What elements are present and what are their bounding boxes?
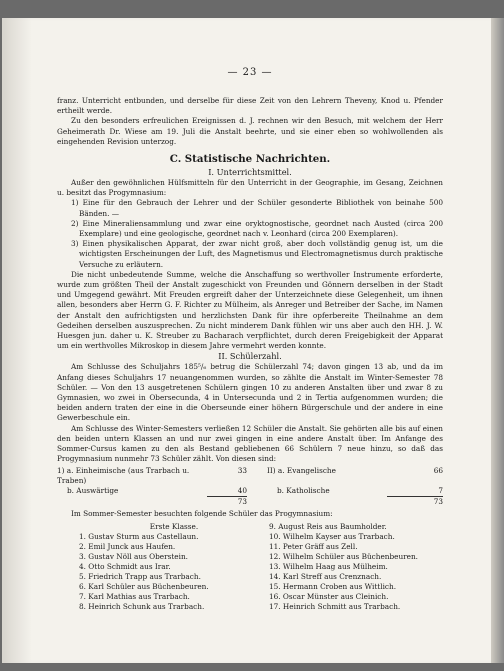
table-row-total [57, 496, 443, 507]
table-row [57, 592, 443, 602]
list-item: 7. Karl Mathias aus Trarbach. [79, 591, 190, 601]
list-item: 17. Heinrich Schmitt aus Trarbach. [269, 601, 401, 611]
body-text [57, 96, 443, 612]
list-item: 1. Gustav Sturm aus Castellaun. [79, 531, 199, 541]
table-row [57, 522, 443, 532]
table-cell: 7 [438, 485, 443, 495]
list-item: 5. Friedrich Trapp aus Trarbach. [79, 571, 201, 581]
pupil-name-list [57, 522, 443, 612]
paragraph-donors: Die nicht unbedeutende Summe, welche die Anschaffung so werthvoller Instrumente erforderte, wurde zum größten Theil der Anstalt zugeschickt von Freunden und Gönnern derselben in der Stadt und Umgegend gewährt. Mit Freuden ergreift daher der Unterzeichnete diese Gelegenheit, um ihnen allen, besonders aber Herrn G. F. Richter zu Mülheim, als Anreger und Betreiber der Sache, im Namen der Anstalt den aufrichtigsten und herzlichsten Dank für ihre opferbereite Theilnahme an dem Gedeihen derselben auszusprechen. Zu nicht minderem Dank fühlen wir uns aber auch den HH. J. W. Huesgen jun. daher u. K. Streuber zu Bacharach verpflichtet, durch deren Freigebigkeit der Apparat um ein werthvolles Mikroskop in diesem Jahre vermehrt werden konnte. [57, 269, 443, 351]
table-cell: 40 [237, 485, 247, 495]
subheading-pupil-count: II. Schülerzahl. [218, 351, 282, 362]
total-left: 73 [207, 496, 247, 507]
table-cell: II) a. Evangelische [267, 465, 336, 475]
paragraph-french-lessons: franz. Unterricht entbunden, und derselbe für diese Zeit von den Lehrern Theveny, Knod u. Pfender ertheilt werde. [57, 96, 443, 116]
table-cell: 33 [237, 465, 247, 475]
list-item: 13. Wilhelm Haag aus Mülheim. [269, 561, 388, 571]
section-heading-statistics: C. Statistische Nachrichten. [169, 153, 331, 166]
binding-gutter-shadow [2, 18, 32, 663]
list-item: 15. Hermann Croben aus Wittlich. [269, 581, 397, 591]
paragraph-pupil-stats-2: Am Schlusse des Winter-Semesters verließen 12 Schüler die Anstalt. Sie gehörten alle bis auf einen den beiden untern Klassen an und nur zwei gingen in eine andere Anstalt über. Im Anfange des Sommer-Cursus kamen zu den als Bestand gebliebenen 66 Schülern 7 neue hinzu, so daß das Progymnasium nunmehr 73 Schüler zählt. Von diesen sind: [57, 423, 443, 464]
class-heading: Erste Klasse. [149, 521, 199, 531]
list-item: 16. Oscar Münster aus Cleinich. [269, 591, 389, 601]
paragraph-pupil-stats-1: Am Schlusse des Schuljahrs 185⁵/₆ betrug die Schülerzahl 74; davon gingen 13 ab, und da im Anfang dieses Schuljahrs 17 neuangenommen wurden, so zählte die Anstalt im Winter-Semester 78 Schüler. — Von den 13 ausgetretenen Schülern gingen 10 zu anderen Anstalten über und zwar 8 zu Gymnasien, wo zwei in Obersecunda, 4 in Untersecunda und 2 in Tertia aufgenommen wurden; die beiden andern traten der eine in die Oberseunde einer höhern Bürgerschule und der andere in eine Gewerbeschule ein. [57, 362, 443, 423]
table-row [57, 486, 443, 497]
list-item: 12. Wilhelm Schüler aus Büchenbeuren. [269, 551, 418, 561]
list-item: 11. Peter Gräff aus Zell. [269, 541, 358, 551]
list-item-physics-apparatus: 3) Einen physikalischen Apparat, der zwar nicht groß, aber doch vollständig genug ist, um die wichtigsten Erscheinungen der Luft, des Magnetismus und Electromagnetismus durch praktische Versuche zu erläutern. [71, 239, 443, 269]
list-item: 10. Wilhelm Kayser aus Trarbach. [269, 531, 395, 541]
page-edge-shadow [491, 18, 504, 663]
table-row [57, 552, 443, 562]
paragraph-visit: Zu den besonders erfreulichen Ereignissen d. J. rechnen wir den Besuch, mit welchem der Herr Geheimerath Dr. Wiese am 19. Juli die Anstalt beehrte, und sie einer eben so wohlwollenden als eingehenden Revision unterzog. [57, 116, 443, 146]
table-cell: b. Katholische [277, 485, 330, 495]
list-item: 6. Karl Schüler aus Büchenbeuren. [79, 581, 209, 591]
table-row [57, 532, 443, 542]
table-cell: b. Auswärtige [67, 485, 119, 495]
list-item: 8. Heinrich Schunk aus Trarbach. [79, 601, 205, 611]
list-item-library: 1) Eine für den Gebrauch der Lehrer und der Schüler gesonderte Bibliothek von beinahe 500 Bänden. — [71, 198, 443, 218]
total-right: 73 [387, 496, 443, 507]
page-number: — 23 — [227, 67, 273, 78]
list-item: 9. August Reis aus Baumholder. [269, 521, 387, 531]
list-item-minerals: 2) Eine Mineraliensammlung und zwar eine oryktognostische, geordnet nach Austed (circa 200 Exemplare) und eine geologische, geordnet nach v. Leonhard (circa 200 Exemplaren). [71, 218, 443, 239]
table-row [57, 542, 443, 552]
list-heading: Im Sommer-Semester besuchten folgende Schüler das Progymnasium: [71, 508, 333, 518]
table-row [57, 602, 443, 612]
list-item: 3. Gustav Nöll aus Oberstein. [79, 551, 188, 561]
list-item: 4. Otto Schmidt aus Irar. [79, 561, 171, 571]
table-row [57, 562, 443, 572]
list-item: 14. Karl Streff aus Crenznach. [269, 571, 382, 581]
table-row [57, 572, 443, 582]
table-cell: 66 [433, 465, 443, 475]
list-item: 2. Emil Junck aus Haufen. [79, 541, 176, 551]
subheading-teaching-aids: I. Unterrichtsmittel. [208, 167, 292, 178]
table-cell: 1) a. Einheimische (aus Trarbach u. Traben) [57, 465, 190, 485]
paragraph-intro: Außer den gewöhnlichen Hülfsmitteln für den Unterricht in der Geographie, im Gesang, Zeichnen u. besitzt das Progymnasium: [57, 178, 443, 198]
table-row [57, 466, 443, 486]
pupil-stats-table [57, 466, 443, 507]
table-row [57, 582, 443, 592]
